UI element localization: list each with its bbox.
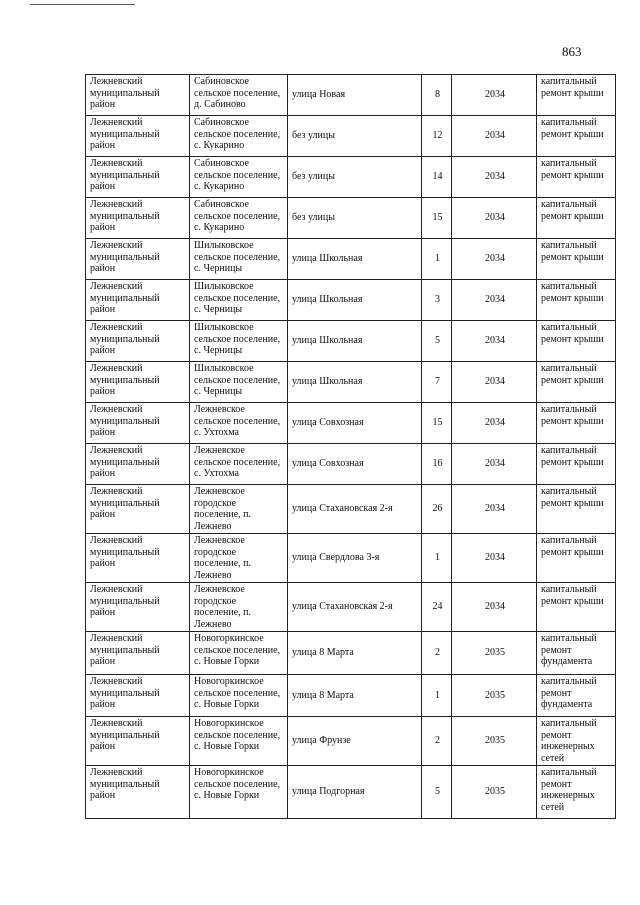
year-text: 2034: [485, 458, 505, 470]
street-cell: [288, 444, 422, 485]
work-type-cell: [537, 485, 616, 534]
work-type-text: капитальный ремонт инженерных сетей: [541, 767, 597, 813]
settlement-text: Сабиновское сельское поселение, с. Кукарино: [194, 158, 281, 192]
house-number-text: 5: [435, 786, 440, 798]
settlement-text: Лежневское сельское поселение, с. Ухтохма: [194, 445, 281, 479]
street-text: улица Стахановская 2-я: [292, 503, 393, 515]
street-text: улица Подгорная: [292, 786, 365, 798]
settlement-cell: [190, 675, 288, 717]
work-type-cell: [537, 534, 616, 583]
work-type-text: капитальный ремонт крыши: [541, 76, 604, 99]
year-cell: [452, 717, 537, 766]
page-number: 863: [562, 44, 582, 59]
district-text: Лежневский муниципальный район: [90, 117, 160, 151]
house-number-text: 1: [435, 552, 440, 564]
table-row: [86, 75, 616, 116]
work-type-cell: [537, 239, 616, 280]
settlement-text: Лежневское городское поселение, п. Лежнево: [194, 486, 252, 532]
house-number-text: 2: [435, 647, 440, 659]
repair-schedule-table: [85, 74, 616, 819]
table-row: [86, 534, 616, 583]
work-type-cell: [537, 403, 616, 444]
table-row: [86, 717, 616, 766]
year-cell: [452, 157, 537, 198]
district-text: Лежневский муниципальный район: [90, 199, 160, 233]
street-text: улица Школьная: [292, 294, 363, 306]
settlement-text: Лежневское городское поселение, п. Лежнево: [194, 535, 252, 581]
settlement-text: Сабиновское сельское поселение, д. Сабиново: [194, 76, 281, 110]
street-cell: [288, 583, 422, 632]
work-type-text: капитальный ремонт крыши: [541, 584, 604, 607]
table-row: [86, 198, 616, 239]
work-type-cell: [537, 717, 616, 766]
settlement-cell: [190, 717, 288, 766]
house-number-cell: [422, 75, 452, 116]
work-type-cell: [537, 75, 616, 116]
table-row: [86, 444, 616, 485]
street-cell: [288, 116, 422, 157]
street-cell: [288, 280, 422, 321]
street-text: улица Стахановская 2-я: [292, 601, 393, 613]
header-rule: [30, 4, 135, 5]
year-cell: [452, 444, 537, 485]
settlement-cell: [190, 75, 288, 116]
street-cell: [288, 198, 422, 239]
house-number-cell: [422, 675, 452, 717]
district-text: Лежневский муниципальный район: [90, 486, 160, 520]
street-text: улица Школьная: [292, 376, 363, 388]
work-type-cell: [537, 675, 616, 717]
work-type-text: капитальный ремонт крыши: [541, 240, 604, 263]
year-text: 2035: [485, 647, 505, 659]
house-number-cell: [422, 766, 452, 819]
year-text: 2034: [485, 89, 505, 101]
year-cell: [452, 198, 537, 239]
work-type-text: капитальный ремонт крыши: [541, 281, 604, 304]
table-row: [86, 485, 616, 534]
district-cell: [86, 675, 190, 717]
house-number-text: 26: [432, 503, 443, 515]
settlement-text: Сабиновское сельское поселение, с. Кукарино: [194, 117, 281, 151]
settlement-text: Лежневское сельское поселение, с. Ухтохма: [194, 404, 281, 438]
work-type-cell: [537, 198, 616, 239]
district-cell: [86, 717, 190, 766]
settlement-text: Шилыковское сельское поселение, с. Черницы: [194, 363, 281, 397]
house-number-cell: [422, 157, 452, 198]
street-cell: [288, 239, 422, 280]
settlement-cell: [190, 280, 288, 321]
year-text: 2034: [485, 171, 505, 183]
street-text: без улицы: [292, 171, 335, 183]
year-text: 2034: [485, 335, 505, 347]
house-number-cell: [422, 717, 452, 766]
work-type-text: капитальный ремонт инженерных сетей: [541, 718, 597, 764]
year-text: 2034: [485, 294, 505, 306]
district-text: Лежневский муниципальный район: [90, 535, 160, 569]
settlement-cell: [190, 632, 288, 675]
house-number-text: 3: [435, 294, 440, 306]
street-text: без улицы: [292, 130, 335, 142]
table-body: [86, 75, 616, 819]
district-cell: [86, 632, 190, 675]
table-row: [86, 583, 616, 632]
house-number-cell: [422, 116, 452, 157]
work-type-text: капитальный ремонт крыши: [541, 117, 604, 140]
house-number-text: 5: [435, 335, 440, 347]
district-text: Лежневский муниципальный район: [90, 445, 160, 479]
work-type-text: капитальный ремонт крыши: [541, 363, 604, 386]
house-number-text: 16: [432, 458, 443, 470]
settlement-cell: [190, 321, 288, 362]
house-number-text: 2: [435, 735, 440, 747]
street-text: без улицы: [292, 212, 335, 224]
district-cell: [86, 766, 190, 819]
house-number-cell: [422, 239, 452, 280]
district-text: Лежневский муниципальный район: [90, 767, 160, 801]
district-cell: [86, 583, 190, 632]
year-text: 2035: [485, 689, 505, 701]
table-row: [86, 403, 616, 444]
year-cell: [452, 403, 537, 444]
work-type-text: капитальный ремонт крыши: [541, 158, 604, 181]
house-number-cell: [422, 534, 452, 583]
year-cell: [452, 75, 537, 116]
district-text: Лежневский муниципальный район: [90, 322, 160, 356]
house-number-text: 15: [432, 417, 443, 429]
work-type-text: капитальный ремонт фундамента: [541, 676, 597, 710]
year-text: 2034: [485, 552, 505, 564]
settlement-cell: [190, 534, 288, 583]
year-cell: [452, 583, 537, 632]
district-cell: [86, 403, 190, 444]
work-type-text: капитальный ремонт крыши: [541, 199, 604, 222]
district-cell: [86, 321, 190, 362]
settlement-cell: [190, 116, 288, 157]
settlement-text: Лежневское городское поселение, п. Лежнево: [194, 584, 252, 630]
work-type-cell: [537, 766, 616, 819]
year-cell: [452, 362, 537, 403]
work-type-cell: [537, 157, 616, 198]
settlement-text: Новогоркинское сельское поселение, с. Новые Горки: [194, 767, 281, 801]
work-type-text: капитальный ремонт крыши: [541, 404, 604, 427]
settlement-cell: [190, 403, 288, 444]
street-cell: [288, 766, 422, 819]
street-cell: [288, 321, 422, 362]
house-number-cell: [422, 280, 452, 321]
house-number-cell: [422, 583, 452, 632]
year-text: 2034: [485, 417, 505, 429]
settlement-text: Шилыковское сельское поселение, с. Черницы: [194, 281, 281, 315]
house-number-cell: [422, 362, 452, 403]
year-cell: [452, 116, 537, 157]
house-number-cell: [422, 444, 452, 485]
district-text: Лежневский муниципальный район: [90, 676, 160, 710]
work-type-cell: [537, 362, 616, 403]
year-cell: [452, 239, 537, 280]
work-type-cell: [537, 116, 616, 157]
work-type-cell: [537, 632, 616, 675]
house-number-text: 12: [432, 130, 443, 142]
settlement-cell: [190, 766, 288, 819]
street-cell: [288, 485, 422, 534]
year-cell: [452, 321, 537, 362]
district-text: Лежневский муниципальный район: [90, 281, 160, 315]
district-text: Лежневский муниципальный район: [90, 633, 160, 667]
settlement-cell: [190, 485, 288, 534]
house-number-text: 15: [432, 212, 443, 224]
district-cell: [86, 198, 190, 239]
table-row: [86, 280, 616, 321]
work-type-text: капитальный ремонт крыши: [541, 486, 604, 509]
house-number-cell: [422, 403, 452, 444]
district-text: Лежневский муниципальный район: [90, 240, 160, 274]
year-text: 2035: [485, 786, 505, 798]
work-type-text: капитальный ремонт крыши: [541, 535, 604, 558]
settlement-text: Новогоркинское сельское поселение, с. Новые Горки: [194, 676, 281, 710]
street-cell: [288, 675, 422, 717]
district-cell: [86, 116, 190, 157]
house-number-text: 1: [435, 253, 440, 265]
district-text: Лежневский муниципальный район: [90, 404, 160, 438]
work-type-text: капитальный ремонт фундамента: [541, 633, 597, 667]
year-text: 2034: [485, 130, 505, 142]
year-text: 2034: [485, 253, 505, 265]
year-cell: [452, 632, 537, 675]
street-text: улица 8 Марта: [292, 647, 354, 659]
street-text: улица Свердлова 3-я: [292, 552, 380, 564]
work-type-text: капитальный ремонт крыши: [541, 322, 604, 345]
district-cell: [86, 362, 190, 403]
house-number-cell: [422, 198, 452, 239]
district-cell: [86, 485, 190, 534]
district-cell: [86, 444, 190, 485]
settlement-cell: [190, 157, 288, 198]
settlement-cell: [190, 362, 288, 403]
house-number-text: 7: [435, 376, 440, 388]
house-number-cell: [422, 485, 452, 534]
work-type-cell: [537, 280, 616, 321]
year-cell: [452, 534, 537, 583]
street-text: улица Школьная: [292, 335, 363, 347]
settlement-cell: [190, 583, 288, 632]
year-cell: [452, 485, 537, 534]
house-number-text: 1: [435, 689, 440, 701]
table-row: [86, 239, 616, 280]
settlement-text: Новогоркинское сельское поселение, с. Новые Горки: [194, 633, 281, 667]
district-cell: [86, 534, 190, 583]
house-number-text: 14: [432, 171, 443, 183]
table-row: [86, 632, 616, 675]
table-row: [86, 362, 616, 403]
district-cell: [86, 75, 190, 116]
settlement-cell: [190, 444, 288, 485]
settlement-text: Шилыковское сельское поселение, с. Черницы: [194, 240, 281, 274]
table-row: [86, 321, 616, 362]
settlement-cell: [190, 239, 288, 280]
street-cell: [288, 403, 422, 444]
house-number-cell: [422, 632, 452, 675]
district-text: Лежневский муниципальный район: [90, 158, 160, 192]
year-text: 2034: [485, 376, 505, 388]
district-cell: [86, 239, 190, 280]
year-text: 2035: [485, 735, 505, 747]
district-cell: [86, 157, 190, 198]
table-row: [86, 116, 616, 157]
street-text: улица Новая: [292, 89, 346, 101]
year-text: 2034: [485, 601, 505, 613]
work-type-cell: [537, 583, 616, 632]
street-cell: [288, 75, 422, 116]
settlement-cell: [190, 198, 288, 239]
street-text: улица 8 Марта: [292, 689, 354, 701]
year-text: 2034: [485, 212, 505, 224]
street-text: улица Совхозная: [292, 458, 364, 470]
district-cell: [86, 280, 190, 321]
district-text: Лежневский муниципальный район: [90, 718, 160, 752]
work-type-cell: [537, 321, 616, 362]
district-text: Лежневский муниципальный район: [90, 363, 160, 397]
street-text: улица Фрунзе: [292, 735, 351, 747]
street-cell: [288, 534, 422, 583]
house-number-cell: [422, 321, 452, 362]
street-cell: [288, 362, 422, 403]
house-number-text: 8: [435, 89, 440, 101]
district-text: Лежневский муниципальный район: [90, 76, 160, 110]
street-cell: [288, 717, 422, 766]
settlement-text: Шилыковское сельское поселение, с. Черницы: [194, 322, 281, 356]
table-row: [86, 675, 616, 717]
table-row: [86, 766, 616, 819]
street-text: улица Школьная: [292, 253, 363, 265]
street-cell: [288, 157, 422, 198]
district-text: Лежневский муниципальный район: [90, 584, 160, 618]
year-text: 2034: [485, 503, 505, 515]
work-type-text: капитальный ремонт крыши: [541, 445, 604, 468]
street-cell: [288, 632, 422, 675]
work-type-cell: [537, 444, 616, 485]
street-text: улица Совхозная: [292, 417, 364, 429]
house-number-text: 24: [432, 601, 443, 613]
year-cell: [452, 675, 537, 717]
year-cell: [452, 766, 537, 819]
settlement-text: Новогоркинское сельское поселение, с. Новые Горки: [194, 718, 281, 752]
year-cell: [452, 280, 537, 321]
settlement-text: Сабиновское сельское поселение, с. Кукарино: [194, 199, 281, 233]
table-row: [86, 157, 616, 198]
